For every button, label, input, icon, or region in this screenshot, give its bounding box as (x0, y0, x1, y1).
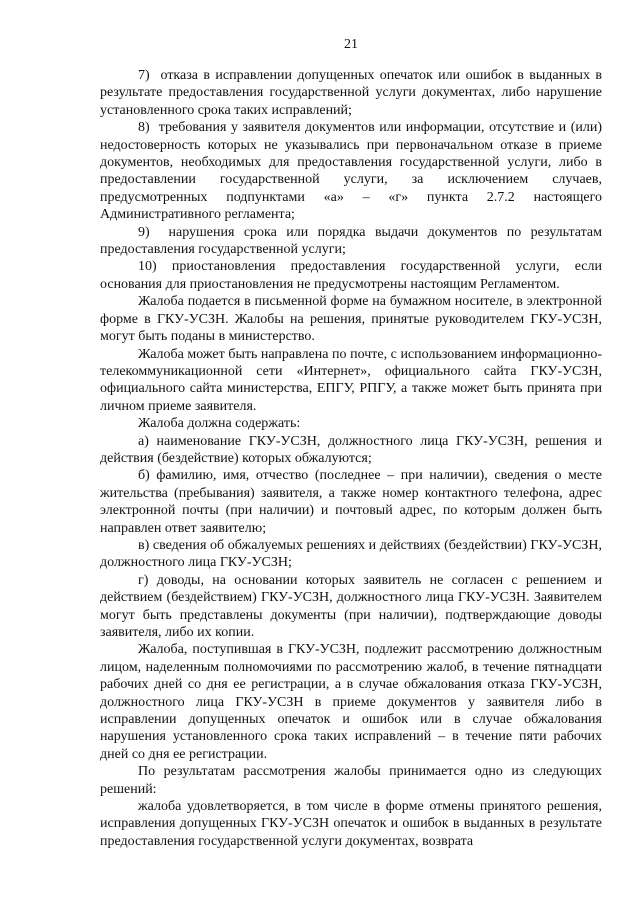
paragraph-item-9: 9) нарушения срока или порядка выдачи документов по результатам предоставления государственной услуги; (100, 224, 602, 258)
paragraph-item-10: 10) приостановления предоставления государственной услуги, если основания для приостановления не предусмотрены настоящим Регламентом. (100, 259, 602, 292)
paragraph-contents-a: а) наименование ГКУ-УСЗН, должностного лица ГКУ-УСЗН, решения и действия (бездействие) которых обжалуются; (100, 433, 602, 466)
paragraph-decision-satisfied: жалоба удовлетворяется, в том числе в форме отмены принятого решения, исправления допущенных ГКУ-УСЗН опечаток и ошибок в выданных в результате предоставления государственной услуги документах, возврата (100, 799, 602, 849)
paragraph-complaint-channels: Жалоба может быть направлена по почте, с использованием информационно-телекоммуникационной сети «Интернет», официального сайта ГКУ-УСЗН, официального сайта министерства, ЕПГУ, РПГУ, а также может быть принята при личном приеме заявителя. (100, 346, 602, 414)
paragraph-contents-g: г) доводы, на основании которых заявитель не согласен с решением и действием (бездействием) ГКУ-УСЗН, должностного лица ГКУ-УСЗН. Заявителем могут быть представлены документы (при наличии), подтверждающие доводы заявителя, либо их копии. (100, 572, 602, 640)
paragraph-review-decisions: По результатам рассмотрения жалобы принимается одно из следующих решений: (100, 764, 602, 797)
paragraph-complaint-contents-intro: Жалоба должна содержать: (138, 416, 301, 432)
paragraph-complaint-form: Жалоба подается в письменной форме на бумажном носителе, в электронной форме в ГКУ-УСЗН. Жалобы на решения, принятые руководителем ГКУ-УСЗН, могут быть поданы в министерство. (100, 294, 602, 345)
paragraph-contents-b: б) фамилию, имя, отчество (последнее – при наличии), сведения о месте жительства (пребывания) заявителя, а также номер контактного телефона, адрес электронной почты (при наличии) и почтовый адрес, по которым должен быть направлен ответ заявителю; (100, 468, 602, 536)
paragraph-item-7: 7) отказа в исправлении допущенных опечаток или ошибок в выданных в результате предоставления государственной услуги документах, либо нарушение установленного срока таких исправлений; (100, 68, 602, 118)
paragraph-review-terms: Жалоба, поступившая в ГКУ-УСЗН, подлежит рассмотрению должностным лицом, наделенным полномочиями по рассмотрению жалоб, в течение пятнадцати рабочих дней со дня ее регистрации, а в случае обжалования отказа ГКУ-УСЗН, должностного лица ГКУ-УСЗН в приеме документов у заявителя либо в исправлении допущенных опечаток и ошибок или в случае обжалования нарушения установленного срока таких исправлений – в течение пяти рабочих дней со дня ее регистрации. (100, 642, 602, 762)
paragraph-contents-v: в) сведения об обжалуемых решениях и действиях (бездействии) ГКУ-УСЗН, должностного лица ГКУ-УСЗН; (100, 537, 602, 571)
page-number: 21 (344, 37, 358, 52)
paragraph-item-8: 8) требования у заявителя документов или информации, отсутствие и (или) недостоверность которых не указывались при первоначальном отказе в приеме документов, необходимых для предоставления государственной услуги, либо в предоставлении государственной услуги, за исключением случаев, предусмотренных подпунктами «а» – «г» пункта 2.7.2 настоящего Административного регламента; (100, 120, 602, 223)
